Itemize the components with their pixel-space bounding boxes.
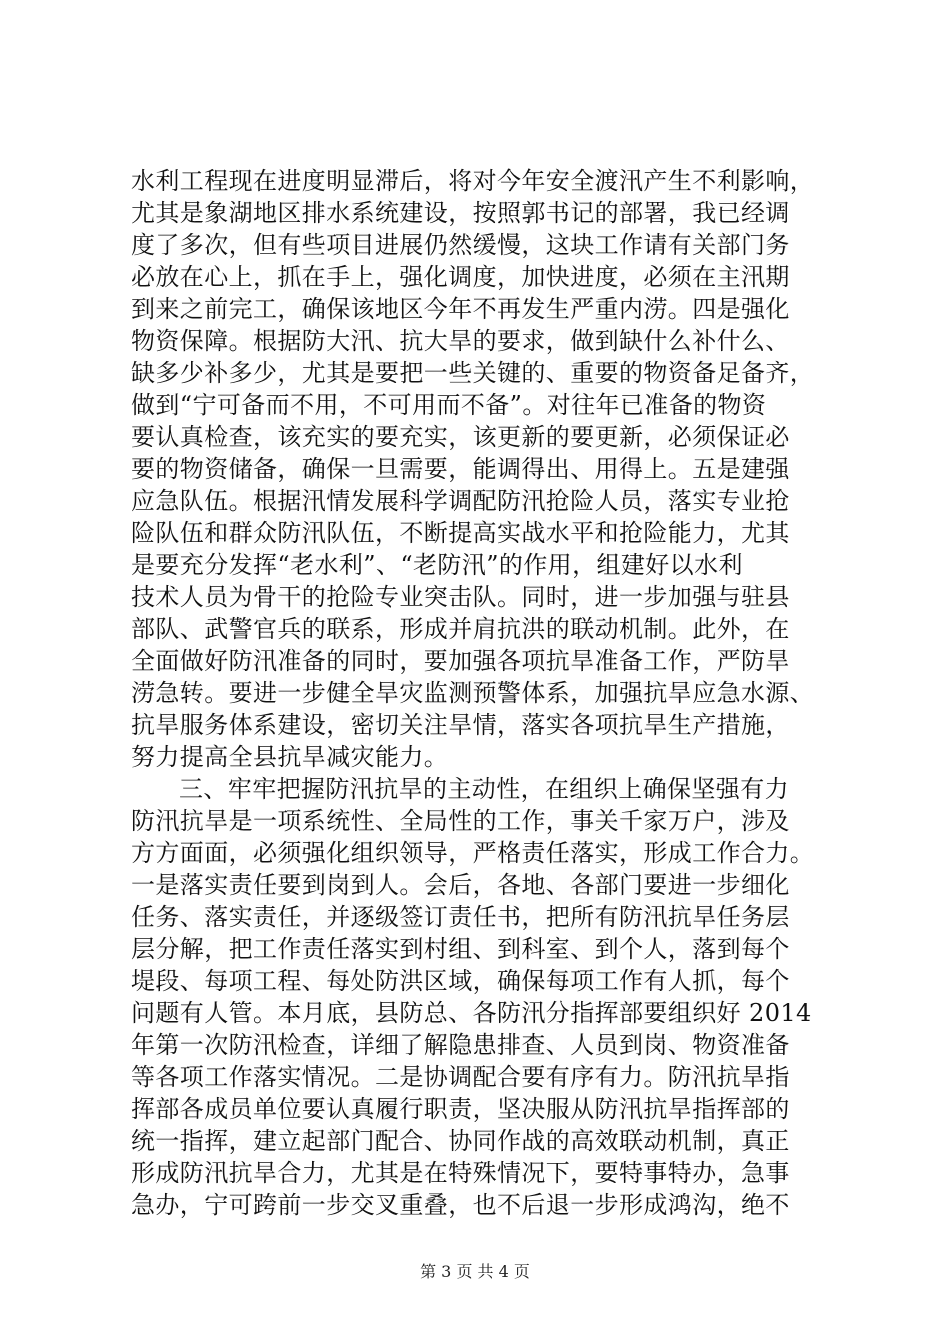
text-line: 要的物资储备，确保一旦需要，能调得出、用得上。五是建强 [131,455,790,483]
text-line: 任务、落实责任，并逐级签订责任书，把所有防汛抗旱任务层 [131,903,790,931]
text-line: 险队伍和群众防汛队伍，不断提高实战水平和抢险能力，尤其 [131,519,790,547]
text-line: 要认真检查，该充实的要充实，该更新的要更新，必须保证必 [131,423,790,451]
text-line: 应急队伍。根据汛情发展科学调配防汛抢险人员，落实专业抢 [131,487,790,515]
text-line: 是要充分发挥“老水利”、“老防汛”的作用，组建好以水利 [131,551,743,579]
text-line: 方方面面，必须强化组织领导，严格责任落实，形成工作合力。 [131,839,815,867]
text-line: 形成防汛抗旱合力，尤其是在特殊情况下，要特事特办，急事 [131,1159,790,1187]
text-line: 物资保障。根据防大汛、抗大旱的要求，做到缺什么补什么、 [131,327,790,355]
text-line: 部队、武警官兵的联系，形成并肩抗洪的联动机制。此外，在 [131,615,790,643]
text-line: 做到“宁可备而不用，不可用而不备”。对往年已准备的物资 [131,391,767,419]
page-number-footer: 第 3 页 共 4 页 [420,1262,530,1281]
text-line: 全面做好防汛准备的同时，要加强各项抗旱准备工作，严防旱 [131,647,790,675]
text-line: 缺多少补多少，尤其是要把一些关键的、重要的物资备足备齐， [131,359,815,387]
text-line: 尤其是象湖地区排水系统建设，按照郭书记的部署，我已经调 [131,199,790,227]
text-line: 急办，宁可跨前一步交叉重叠，也不后退一步形成鸿沟，绝不 [131,1191,790,1219]
text-line: 等各项工作落实情况。二是协调配合要有序有力。防汛抗旱指 [131,1063,790,1091]
section-heading: 三、牢牢把握防汛抗旱的主动性，在组织上确保坚强有力 [179,775,789,803]
text-line: 年第一次防汛检查，详细了解隐患排查、人员到岗、物资准备 [131,1031,790,1059]
text-line: 统一指挥，建立起部门配合、协同作战的高效联动机制，真正 [131,1127,790,1155]
text-line: 堤段、每项工程、每处防洪区域，确保每项工作有人抓，每个 [131,967,790,995]
text-line: 涝急转。要进一步健全旱灾监测预警体系，加强抗旱应急水源、 [131,679,815,707]
text-line: 问题有人管。本月底，县防总、各防汛分指挥部要组织好 2014 [131,999,812,1027]
text-line: 必放在心上，抓在手上，强化调度，加快进度，必须在主汛期 [131,263,790,291]
text-line: 水利工程现在进度明显滞后，将对今年安全渡汛产生不利影响， [131,167,815,195]
text-line: 层分解，把工作责任落实到村组、到科室、到个人，落到每个 [131,935,790,963]
text-line: 抗旱服务体系建设，密切关注旱情，落实各项抗旱生产措施， [131,711,790,739]
text-line: 防汛抗旱是一项系统性、全局性的工作，事关千家万户，涉及 [131,807,790,835]
text-line: 度了多次，但有些项目进展仍然缓慢，这块工作请有关部门务 [131,231,790,259]
text-line: 技术人员为骨干的抢险专业突击队。同时，进一步加强与驻县 [131,583,790,611]
text-line: 到来之前完工，确保该地区今年不再发生严重内涝。四是强化 [131,295,790,323]
body-text [131,165,831,1221]
text-line: 挥部各成员单位要认真履行职责，坚决服从防汛抗旱指挥部的 [131,1095,790,1123]
text-line: 努力提高全县抗旱减灾能力。 [131,743,449,771]
text-line: 一是落实责任要到岗到人。会后，各地、各部门要进一步细化 [131,871,790,899]
